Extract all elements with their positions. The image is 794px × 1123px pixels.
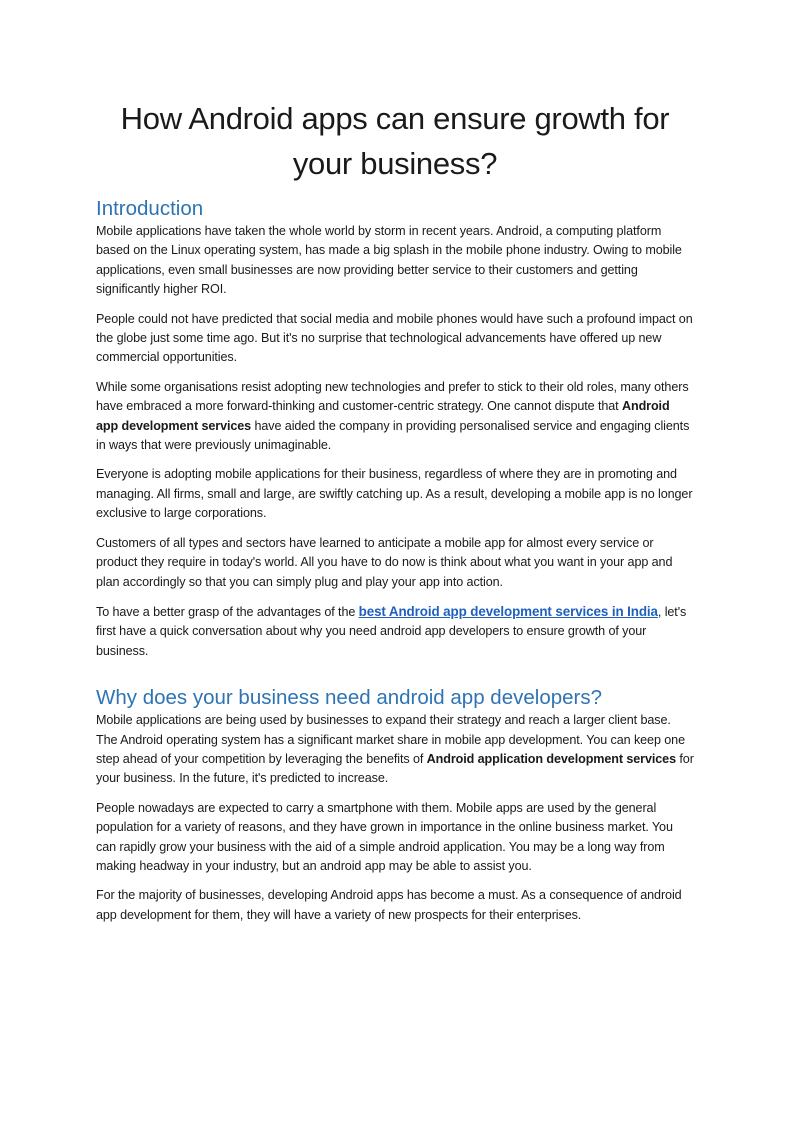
bold-phrase: Android app development services xyxy=(96,399,670,433)
paragraph: People nowadays are expected to carry a smartphone with them. Mobile apps are used by the general population for a variety of reasons, and they have grown in importance in the online business market. You can rapidly grow your business with the aid of a simple android application. You may be a long way from making headway in your industry, but an android app may be able to assist you. xyxy=(96,800,673,873)
paragraph: Customers of all types and sectors have learned to anticipate a mobile app for almost every service or product they require in today's world. All you have to do now is think about what you want in your app and plan accordingly so that you can simply plug and play your app into action. xyxy=(96,535,673,589)
paragraph: For the majority of businesses, developing Android apps has become a must. As a consequence of android app development for them, they will have a variety of new prospects for their enterprises. xyxy=(96,888,682,922)
paragraph-text: While some organisations resist adopting new technologies and prefer to stick to their old roles, many others have embraced a more forward-thinking and customer-centric strategy. One cannot dispute that xyxy=(96,379,689,414)
bold-phrase: Android application development services xyxy=(426,751,676,766)
paragraph-text: To have a better grasp of the advantages of the xyxy=(96,604,359,619)
paragraph-text: have aided the company in providing personalised service and engaging clients in ways that were previously unimaginable. xyxy=(96,418,690,453)
paragraph-text: Mobile applications are being used by businesses to expand their strategy and reach a larger client base. The Android operating system has a significant market share in mobile app development. You can keep one step ahead of your competition by leveraging the benefits of xyxy=(96,713,685,766)
paragraph: People could not have predicted that social media and mobile phones would have such a profound impact on the globe just some time ago. But it's no surprise that technological advancements have offered up new commercial opportunities. xyxy=(96,311,693,365)
document-title: How Android apps can ensure growth for your business? xyxy=(120,101,670,181)
document-page xyxy=(96,96,694,935)
paragraph-text: for your business. In the future, it's predicted to increase. xyxy=(96,751,694,786)
paragraph xyxy=(96,602,694,661)
paragraph: Everyone is adopting mobile applications for their business, regardless of where they are in promoting and managing. All firms, small and large, are swiftly catching up. As a result, developing a mobile app is no longer exclusive to large corporations. xyxy=(96,467,693,521)
paragraph-text: , let's first have a quick conversation about why you need android app developers to ensure growth of your business. xyxy=(96,604,687,658)
section-heading-introduction: Introduction xyxy=(96,197,204,220)
section-heading-why-android: Why does your business need android app developers? xyxy=(96,686,602,710)
paragraph xyxy=(96,711,694,789)
android-services-link[interactable]: best Android app development services in India xyxy=(358,603,658,619)
paragraph: Mobile applications have taken the whole world by storm in recent years. Android, a computing platform based on the Linux operating system, has made a big splash in the mobile phone industry. Owing to mobile applications, even small businesses are now providing better service to their customers and getting significantly higher ROI. xyxy=(96,224,682,297)
paragraph xyxy=(96,378,694,456)
